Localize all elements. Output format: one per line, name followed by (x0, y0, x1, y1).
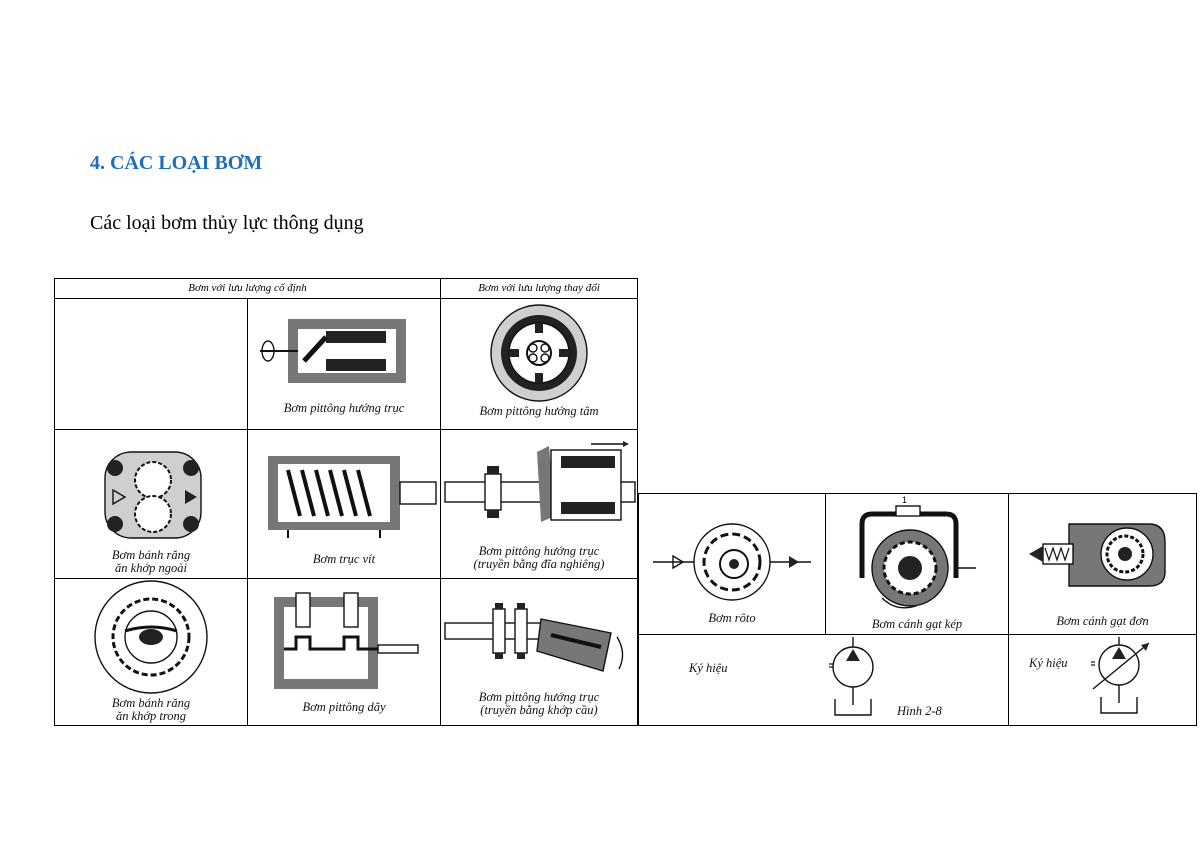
header-variable-cell (441, 279, 637, 299)
swashplate-piston-drawing (441, 430, 637, 545)
screw-pump-drawing (248, 430, 441, 545)
swashplate-piston-label-2: (truyền bằng đĩa nghiêng) (473, 557, 605, 571)
swashplate-piston-cell (441, 430, 637, 579)
radial-piston-label: Bơm pittông hướng tâm (479, 404, 599, 418)
bent-axis-piston-cell (441, 579, 637, 725)
internal-gear-label-1: Bơm bánh răng (111, 696, 191, 710)
symbol-label-variable: Ký hiệu (1029, 656, 1068, 670)
single-vane-cell (1009, 494, 1196, 635)
single-vane-pump-drawing (1009, 494, 1196, 609)
bent-axis-piston-drawing (441, 579, 637, 697)
internal-gear-pump-drawing (55, 579, 248, 697)
external-gear-cell (55, 430, 248, 579)
radial-piston-cell (441, 299, 637, 430)
bent-axis-piston-label-2: (truyền bằng khớp cầu) (480, 703, 598, 717)
variable-symbol-cell (1009, 635, 1196, 725)
section-heading: 4. CÁC LOẠI BƠM (90, 152, 263, 174)
figure-reference: Hình 2-8 (897, 704, 942, 718)
rotor-cell (639, 494, 826, 635)
header-variable: Bơm với lưu lượng thay đổi (478, 282, 600, 294)
axial-piston-label: Bơm pittông hướng trục (283, 401, 405, 415)
double-vane-pump-label: Bơm cánh gạt kép (871, 617, 963, 631)
external-gear-label-2: ăn khớp ngoài (115, 561, 187, 575)
swashplate-piston-label-1: Bơm pittông hướng trục (478, 544, 600, 558)
pump-table-right (638, 493, 1197, 726)
double-vane-pump-drawing (826, 494, 1009, 614)
external-gear-label-1: Bơm bánh răng (111, 548, 191, 562)
fixed-symbol-cell (639, 635, 1009, 725)
axial-piston-cell (248, 299, 441, 430)
empty-cell (55, 299, 248, 430)
port-number-1: 1 (902, 495, 908, 505)
inline-piston-label: Bơm pittông dãy (302, 700, 386, 714)
external-gear-pump-drawing (55, 430, 248, 545)
single-vane-pump-label: Bơm cánh gạt đơn (1056, 614, 1149, 628)
rotor-pump-label: Bơm rôto (708, 611, 756, 625)
header-fixed: Bơm với lưu lượng cố định (188, 282, 307, 294)
pump-table-left (54, 278, 638, 726)
symbol-label-fixed: Ký hiệu (689, 661, 728, 675)
screw-pump-cell (248, 430, 441, 579)
variable-pump-symbol (1069, 635, 1189, 725)
inline-piston-drawing (248, 579, 441, 697)
axial-piston-pump-drawing (248, 299, 441, 409)
rotor-pump-drawing (639, 494, 826, 609)
bent-axis-piston-label-1: Bơm pittông hướng trục (478, 690, 600, 704)
screw-pump-label: Bơm trục vít (312, 552, 376, 566)
double-vane-cell (826, 494, 1009, 635)
radial-piston-pump-drawing (441, 299, 637, 409)
internal-gear-cell (55, 579, 248, 725)
internal-gear-label-2: ăn khớp trong (115, 709, 187, 723)
header-fixed-cell (55, 279, 441, 299)
inline-piston-cell (248, 579, 441, 725)
intro-text: Các loại bơm thủy lực thông dụng (90, 212, 364, 234)
